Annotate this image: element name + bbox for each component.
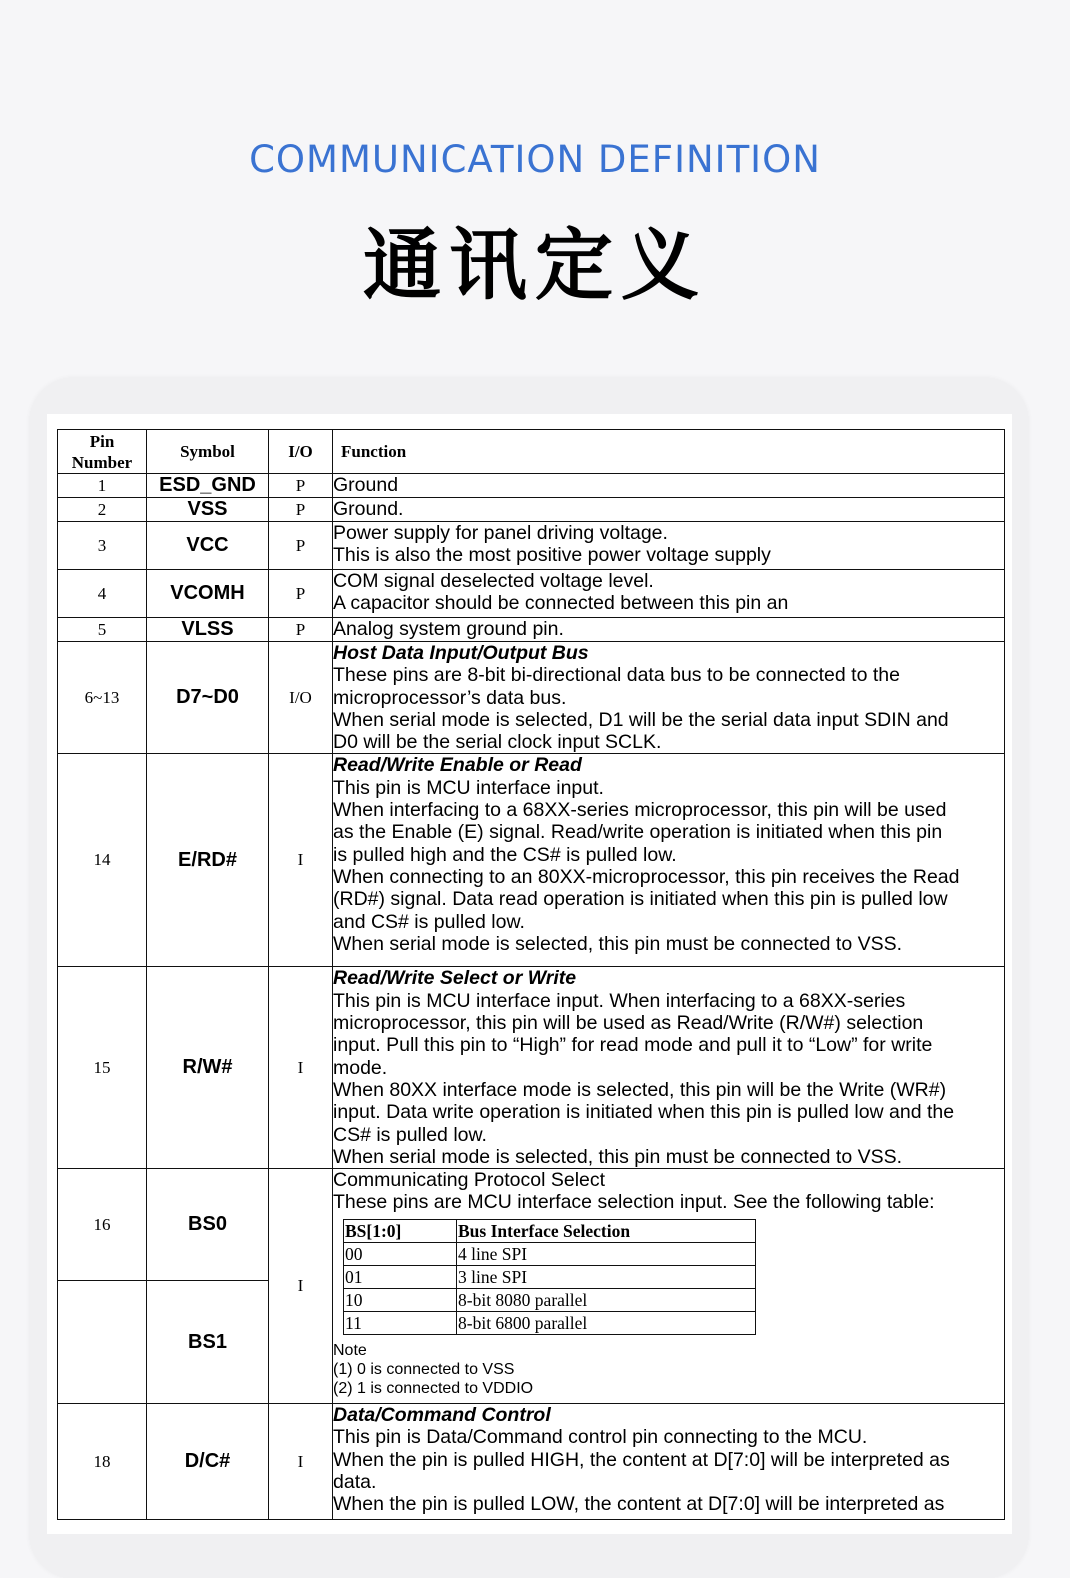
pin-function	[333, 1169, 1005, 1404]
pin-number: 2	[58, 498, 147, 522]
function-line: mode.	[333, 1056, 388, 1079]
pin-function	[333, 570, 1005, 618]
pin-function	[333, 498, 1005, 522]
bus-code: 00	[344, 1242, 457, 1265]
header-pin-number	[58, 430, 147, 474]
function-line: (RD#) signal. Data read operation is initiated when this pin is pulled low	[333, 888, 948, 911]
bus-selection: 8-bit 8080 parallel	[457, 1288, 756, 1311]
bus-code: 11	[344, 1311, 457, 1334]
function-line: When the pin is pulled LOW, the content at D[7:0] will be interpreted as	[333, 1493, 945, 1516]
function-line: A capacitor should be connected between this pin an	[333, 592, 789, 615]
pin-io: P	[269, 474, 333, 498]
pin-symbol: D/C#	[147, 1404, 269, 1520]
bus-selection: 4 line SPI	[457, 1242, 756, 1265]
pin-symbol: BS0	[147, 1169, 269, 1281]
function-line: When 80XX interface mode is selected, this pin will be the Write (WR#)	[333, 1078, 947, 1101]
function-line: When the pin is pulled HIGH, the content at D[7:0] will be interpreted as	[333, 1448, 950, 1471]
bus-selection: 3 line SPI	[457, 1265, 756, 1288]
note-line: (2) 1 is connected to VDDIO	[333, 1379, 534, 1397]
bus-table-row	[344, 1311, 756, 1334]
pin-symbol: BS1	[147, 1281, 269, 1404]
pin-symbol: VSS	[147, 498, 269, 522]
table-row	[58, 1404, 1005, 1520]
pin-io: I	[269, 754, 333, 967]
function-line: This pin is MCU interface input. When interfacing to a 68XX-series	[333, 989, 906, 1012]
function-line: When serial mode is selected, this pin must be connected to VSS.	[333, 1145, 903, 1168]
function-title: Read/Write Select or Write	[333, 967, 577, 990]
pin-number	[58, 1281, 147, 1404]
table-row	[58, 967, 1005, 1169]
pin-io: I	[269, 1404, 333, 1520]
bus-header-bs: BS[1:0]	[344, 1219, 457, 1242]
pin-number: 3	[58, 522, 147, 570]
function-line: Ground.	[333, 498, 404, 520]
pin-io: I/O	[269, 642, 333, 754]
table-row	[58, 1169, 1005, 1281]
table-row	[58, 642, 1005, 754]
table-row	[58, 498, 1005, 522]
bus-header-selection: Bus Interface Selection	[457, 1219, 756, 1242]
function-line: COM signal deselected voltage level.	[333, 570, 654, 592]
section-title-chinese: 通讯定义	[362, 221, 707, 311]
function-line: input. Data write operation is initiated when this pin is pulled low and the	[333, 1101, 955, 1124]
bus-code: 10	[344, 1288, 457, 1311]
pin-io: I	[269, 1169, 333, 1404]
table-row	[58, 754, 1005, 967]
pin-number: 16	[58, 1169, 147, 1281]
pin-symbol: E/RD#	[147, 754, 269, 967]
pin-io: P	[269, 618, 333, 642]
table-row	[58, 522, 1005, 570]
bus-table-row	[344, 1288, 756, 1311]
pin-function	[333, 474, 1005, 498]
pin-function	[333, 1404, 1005, 1520]
pin-number: 6~13	[58, 642, 147, 754]
bus-table-row	[344, 1265, 756, 1288]
function-line: This pin is Data/Command control pin connecting to the MCU.	[333, 1426, 868, 1449]
bus-table-header	[344, 1219, 756, 1242]
function-line: Analog system ground pin.	[333, 618, 564, 640]
function-title: Host Data Input/Output Bus	[333, 642, 589, 664]
function-line: Ground	[333, 474, 399, 496]
note-line: Note	[333, 1341, 367, 1359]
pin-io: P	[269, 570, 333, 618]
pin-io: P	[269, 522, 333, 570]
pin-io: P	[269, 498, 333, 522]
header-io: I/O	[269, 430, 333, 474]
pin-io: I	[269, 967, 333, 1169]
bus-selection: 8-bit 6800 parallel	[457, 1311, 756, 1334]
function-line: D0 will be the serial clock input SCLK.	[333, 731, 662, 754]
function-line: is pulled high and the CS# is pulled low.	[333, 843, 677, 866]
note-line: (1) 0 is connected to VSS	[333, 1360, 515, 1378]
pin-function	[333, 522, 1005, 570]
function-line: These pins are MCU interface selection input. See the following table:	[333, 1191, 935, 1214]
function-line: Power supply for panel driving voltage.	[333, 522, 668, 544]
bus-table-row	[344, 1242, 756, 1265]
pin-symbol: VLSS	[147, 618, 269, 642]
function-line: When connecting to an 80XX-microprocessor, this pin receives the Read	[333, 865, 960, 888]
function-line: When serial mode is selected, this pin must be connected to VSS.	[333, 932, 903, 955]
pin-number: 5	[58, 618, 147, 642]
pin-number: 18	[58, 1404, 147, 1520]
pin-function	[333, 618, 1005, 642]
pin-number: 4	[58, 570, 147, 618]
function-line: When serial mode is selected, D1 will be the serial data input SDIN and	[333, 708, 949, 731]
function-line: This pin is MCU interface input.	[333, 776, 604, 799]
header-function: Function	[333, 430, 1005, 474]
function-line: and CS# is pulled low.	[333, 910, 525, 933]
function-line: as the Enable (E) signal. Read/write operation is initiated when this pin	[333, 821, 943, 844]
pin-definition-table	[57, 429, 1005, 1520]
function-line: When interfacing to a 68XX-series microprocessor, this pin will be used	[333, 799, 947, 822]
function-line: These pins are 8-bit bi-directional data bus to be connected to the	[333, 664, 900, 687]
pin-symbol: R/W#	[147, 967, 269, 1169]
function-title: Data/Command Control	[333, 1404, 551, 1427]
table-row	[58, 618, 1005, 642]
function-line: This is also the most positive power voltage supply	[333, 544, 771, 567]
header-pin-number-line2: Number	[71, 452, 133, 472]
pin-function	[333, 642, 1005, 754]
function-line: input. Pull this pin to “High” for read mode and pull it to “Low” for write	[333, 1034, 933, 1057]
function-line: CS# is pulled low.	[333, 1123, 487, 1146]
function-title: Read/Write Enable or Read	[333, 754, 582, 777]
table-row	[58, 474, 1005, 498]
pin-number: 1	[58, 474, 147, 498]
pin-symbol: VCOMH	[147, 570, 269, 618]
pin-function	[333, 967, 1005, 1169]
bus-code: 01	[344, 1265, 457, 1288]
table-row	[58, 570, 1005, 618]
bus-interface-table	[343, 1219, 756, 1335]
table-header-row	[58, 430, 1005, 474]
function-line: microprocessor, this pin will be used as Read/Write (R/W#) selection	[333, 1012, 924, 1035]
header-symbol: Symbol	[147, 430, 269, 474]
function-line: Communicating Protocol Select	[333, 1169, 606, 1192]
function-line: data.	[333, 1471, 377, 1494]
pin-function	[333, 754, 1005, 967]
section-title-english: COMMUNICATION DEFINITION	[249, 138, 821, 181]
pin-symbol: D7~D0	[147, 642, 269, 754]
pin-number: 14	[58, 754, 147, 967]
pin-symbol: ESD_GND	[147, 474, 269, 498]
pin-symbol: VCC	[147, 522, 269, 570]
function-line: microprocessor’s data bus.	[333, 686, 567, 709]
pin-number: 15	[58, 967, 147, 1169]
header-pin-number-line1: Pin	[89, 431, 115, 451]
